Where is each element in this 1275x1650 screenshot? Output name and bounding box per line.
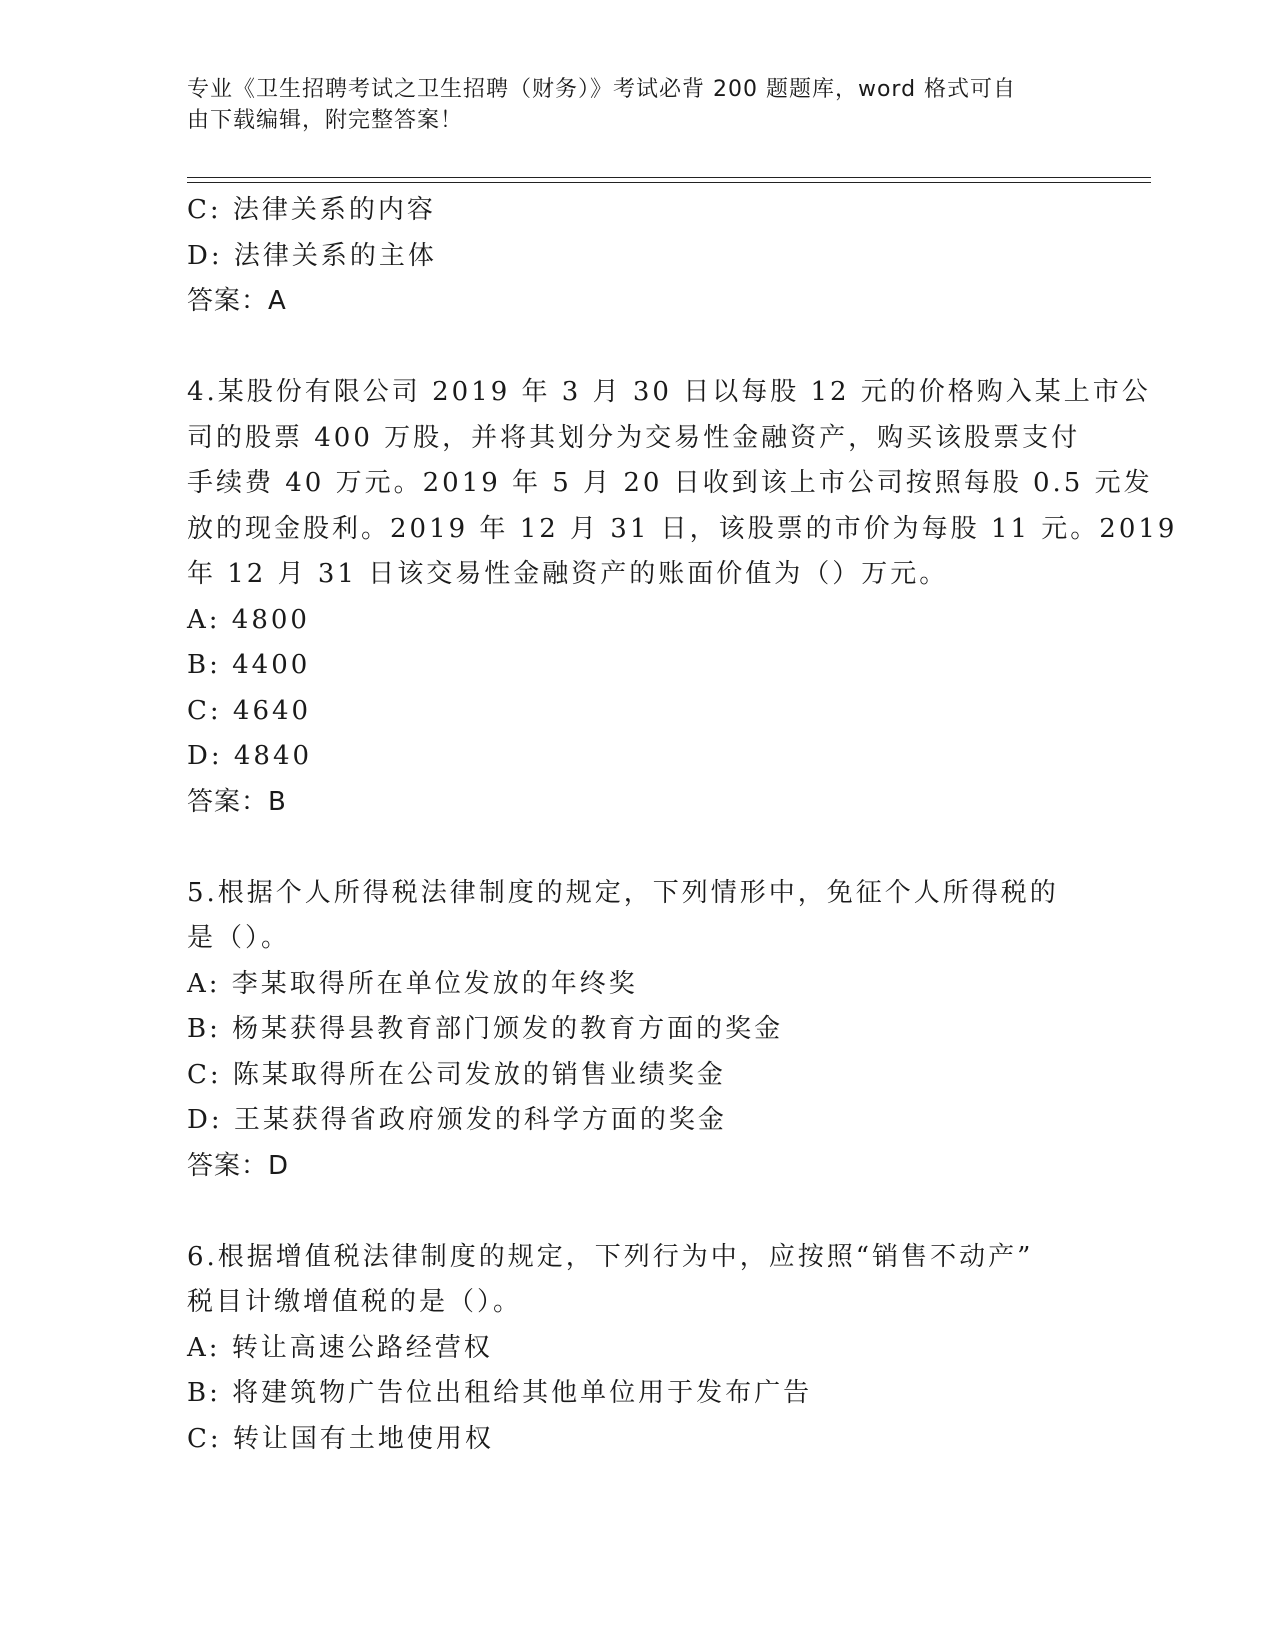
question-4-option-c: C: 4640 xyxy=(187,695,312,726)
option-d: D: 法律关系的主体 xyxy=(187,240,437,271)
question-6-text-line-2: 税目计缴增值税的是（）。 xyxy=(187,1287,523,1317)
question-5-option-d: D: 王某获得省政府颁发的科学方面的奖金 xyxy=(187,1105,727,1135)
question-4-text-line-2: 司的股票 400 万股，并将其划分为交易性金融资产，购买该股票支付 xyxy=(187,422,1081,453)
spacer xyxy=(187,825,1087,871)
question-5-text-line-1: 5.根据个人所得税法律制度的规定，下列情形中，免征个人所得税的 xyxy=(187,877,1059,908)
question-5-option-c: C: 陈某取得所在公司发放的销售业绩奖金 xyxy=(187,1059,726,1090)
header-line-1: 专业《卫生招聘考试之卫生招聘（财务）》考试必背 200 题题库，word 格式可自 xyxy=(187,77,1017,102)
question-6-option-b: B: 将建筑物广告位出租给其他单位用于发布广告 xyxy=(187,1378,813,1408)
question-4-text-line-3: 手续费 40 万元。2019 年 5 月 20 日收到该上市公司按照每股 0.5 元发 xyxy=(187,468,1153,498)
question-4-option-b: B: 4400 xyxy=(187,650,311,680)
question-4-text-line-1: 4.某股份有限公司 2019 年 3 月 30 日以每股 12 元的价格购入某上市公 xyxy=(187,377,1151,407)
header-line-2: 由下载编辑，附完整答案！ xyxy=(187,108,464,133)
question-6-option-c: C: 转让国有土地使用权 xyxy=(187,1423,494,1454)
question-5-option-b: B: 杨某获得县教育部门颁发的教育方面的奖金 xyxy=(187,1014,784,1044)
question-4-answer: 答案：B xyxy=(187,786,287,817)
question-content xyxy=(187,188,1178,1462)
header-divider-bottom xyxy=(187,182,1151,183)
header-divider-top xyxy=(187,177,1151,178)
question-6-text-line-1: 6.根据增值税法律制度的规定，下列行为中，应按照“销售不动产” xyxy=(187,1241,1034,1272)
question-5-option-a: A: 李某取得所在单位发放的年终奖 xyxy=(187,968,638,999)
question-4-option-a: A: 4800 xyxy=(187,604,310,635)
option-c: C: 法律关系的内容 xyxy=(187,195,436,225)
answer-line: 答案：A xyxy=(187,286,287,316)
question-5-text-line-2: 是（）。 xyxy=(187,923,291,953)
document-header xyxy=(187,74,1067,136)
question-4-option-d: D: 4840 xyxy=(187,741,313,771)
question-4-text-line-4: 放的现金股利。2019 年 12 月 31 日，该股票的市价为每股 11 元。2019 xyxy=(187,513,1178,544)
question-4-text-line-5: 年 12 月 31 日该交易性金融资产的账面价值为（）万元。 xyxy=(187,559,949,589)
question-6-option-a: A: 转让高速公路经营权 xyxy=(187,1332,493,1363)
spacer xyxy=(187,1189,1087,1235)
spacer xyxy=(187,325,1087,371)
question-5-answer: 答案：D xyxy=(187,1150,290,1181)
